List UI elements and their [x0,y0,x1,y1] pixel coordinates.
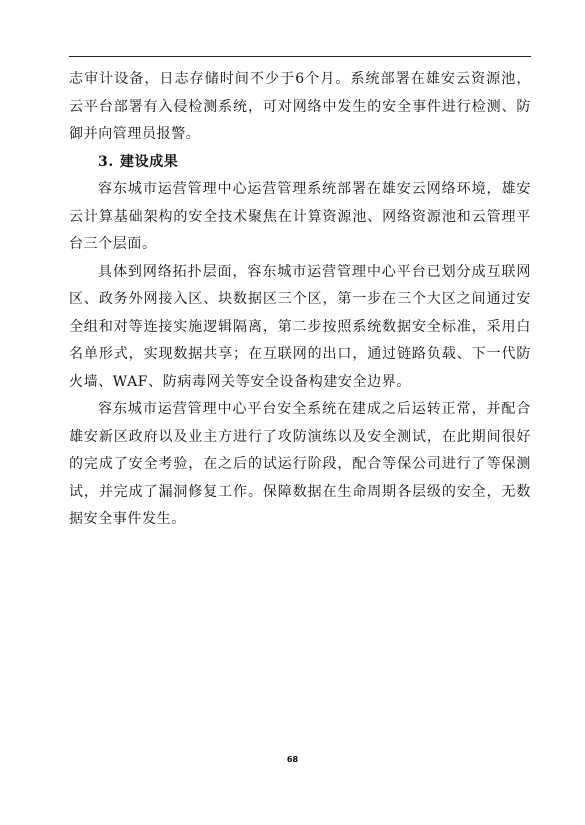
paragraph-deployment: 容东城市运营管理中心运营管理系统部署在雄安云网络环境，雄安云计算基础架构的安全技术聚焦在计算资源池、网络资源池和云管理平台三个层面。 [69,181,531,252]
paragraph-network-topology: 具体到网络拓扑层面，容东城市运营管理中心平台已划分成互联网区、政务外网接入区、块数据区三个区，第一步在三个大区之间通过安全组和对等连接实施逻辑隔离，第二步按照系统数据安全标准，采用白名单形式，实现数据共享；在互联网的出口，通过链路负载、下一代防火墙、WAF、防病毒网关等安全设备构建安全边界。 [69,263,531,390]
page-number: 68 [286,755,299,764]
section-number: 3. [98,153,114,170]
paragraph-security-results: 容东城市运营管理中心平台安全系统在建成之后运转正常，并配合雄安新区政府以及业主方进行了攻防演练以及安全测试，在此期间很好的完成了安全考验，在之后的试运行阶段，配合等保公司进行了等保测试，并完成了漏洞修复工作。保障数据在生命周期各层级的安全，无数据安全事件发生。 [69,401,531,527]
document-body [69,66,531,534]
section-heading [69,149,531,177]
section-title: 建设成果 [120,153,179,170]
header-rule [69,56,531,57]
continuation-paragraph: 志审计设备，日志存储时间不少于6个月。系统部署在雄安云资源池，云平台部署有入侵检测系统，可对网络中发生的安全事件进行检测、防御并向管理员报警。 [69,71,531,142]
